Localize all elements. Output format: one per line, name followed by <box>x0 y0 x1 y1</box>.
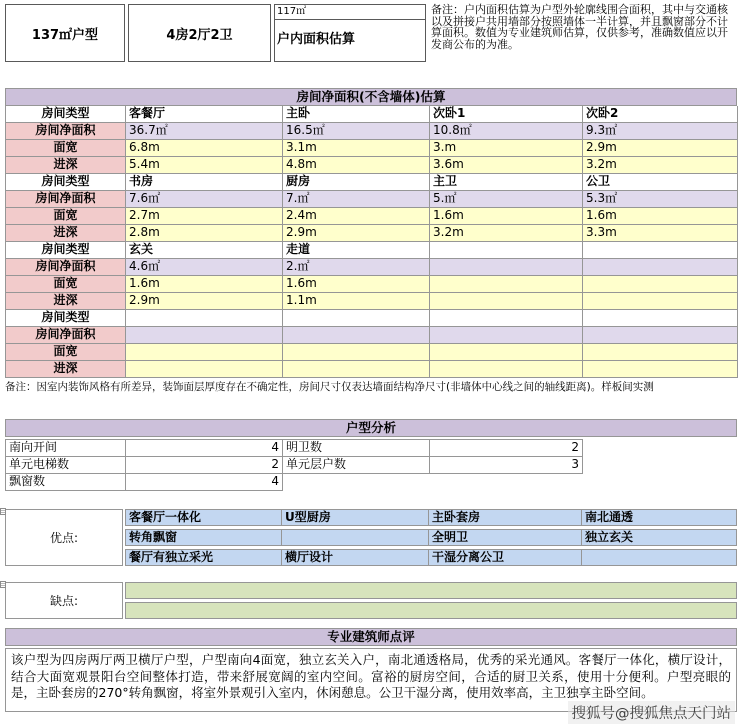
area-estimate-cell <box>274 4 426 62</box>
depth-cell: 3.6m <box>430 157 583 174</box>
room-type-cell: 主卫 <box>430 174 583 191</box>
header-note: 备注：户内面积估算为户型外轮廓线围合面积，其中与交通核以及拼接户共用墙部分按照墙体一半计算，并且飘窗部分不计算面积。数值为专业建筑师估算，仅供参考，准确数值应以开发商公布的为准。 <box>431 3 728 51</box>
room-type-cell: 厨房 <box>283 174 430 191</box>
room-type-cell <box>430 242 583 259</box>
width-cell: 3.m <box>430 140 583 157</box>
depth-cell <box>283 361 430 378</box>
table-row <box>6 344 737 361</box>
table-row <box>6 310 737 327</box>
area-cell: 16.5㎡ <box>283 123 430 140</box>
analysis-title: 户型分析 <box>5 419 737 437</box>
width-cell: 2.9m <box>583 140 738 157</box>
depth-cell: 3.3m <box>583 225 738 242</box>
row-label: 房间类型 <box>6 310 126 327</box>
depth-cell: 5.4m <box>126 157 283 174</box>
row-label: 面宽 <box>6 140 126 157</box>
width-cell <box>283 344 430 361</box>
pros-row <box>125 509 737 526</box>
analysis-value: 4 <box>126 474 283 491</box>
row-label: 面宽 <box>6 276 126 293</box>
pros-rows <box>125 509 737 566</box>
row-label: 房间类型 <box>6 106 126 123</box>
pros-label: 优点: <box>5 509 123 566</box>
pros-cell: 横厅设计 <box>282 549 429 566</box>
unit-layout-cell: 4房2厅2卫 <box>128 4 271 62</box>
area-cell <box>583 327 738 344</box>
width-cell: 2.7m <box>126 208 283 225</box>
analysis-label: 单元层户数 <box>283 457 430 474</box>
row-label: 进深 <box>6 293 126 310</box>
area-cell: 7.㎡ <box>283 191 430 208</box>
depth-cell: 4.8m <box>283 157 430 174</box>
width-cell <box>583 344 738 361</box>
room-type-cell: 次卧2 <box>583 106 738 123</box>
room-type-cell: 书房 <box>126 174 283 191</box>
table-row <box>6 191 737 208</box>
pros-cell: 主卧套房 <box>429 509 582 526</box>
table-row <box>6 327 737 344</box>
table-row <box>6 174 737 191</box>
area-cell <box>126 327 283 344</box>
watermark: 搜狐号@搜狐焦点天门站 <box>568 701 736 724</box>
area-cell <box>430 327 583 344</box>
table-row <box>6 157 737 174</box>
pros-cell <box>582 549 737 566</box>
pros-cell: 干湿分离公卫 <box>429 549 582 566</box>
analysis-value: 2 <box>430 440 583 457</box>
room-type-cell <box>583 310 738 327</box>
row-label: 面宽 <box>6 344 126 361</box>
area-cell: 7.6㎡ <box>126 191 283 208</box>
analysis-row <box>6 440 583 457</box>
pros-row <box>125 549 737 566</box>
room-type-cell <box>430 310 583 327</box>
room-type-cell: 玄关 <box>126 242 283 259</box>
depth-cell <box>126 361 283 378</box>
pros-row <box>125 529 737 546</box>
row-label: 进深 <box>6 361 126 378</box>
analysis-label: 明卫数 <box>283 440 430 457</box>
row-label: 房间净面积 <box>6 123 126 140</box>
width-cell: 2.4m <box>283 208 430 225</box>
pros-cell: 客餐厅一体化 <box>125 509 282 526</box>
review-text: 该户型为四房两厅两卫横厅户型，户型南向4面宽，独立玄关入户，南北通透格局，优秀的采光通风。客餐厅一体化，横厅设计，结合大面宽观景阳台空间整体打造，带来舒展宽阔的室内空间。富裕的厨房空间，合适的厨卫关系，使用十分便利。户型亮眼的是，主卧套房的270°转角飘窗，将室外景观引入室内，休闲憩息。公卫干湿分离，使用效率高，主卫独享主卧空间。 <box>5 648 737 712</box>
width-cell: 1.6m <box>583 208 738 225</box>
table-row <box>6 106 737 123</box>
depth-cell: 2.9m <box>126 293 283 310</box>
width-cell <box>126 344 283 361</box>
area-cell: 10.8㎡ <box>430 123 583 140</box>
room-type-cell: 次卧1 <box>430 106 583 123</box>
content <box>5 4 737 712</box>
table-row <box>6 140 737 157</box>
room-type-cell: 主卧 <box>283 106 430 123</box>
depth-cell: 2.9m <box>283 225 430 242</box>
width-cell: 1.6m <box>430 208 583 225</box>
table-row <box>6 123 737 140</box>
room-table <box>5 106 737 378</box>
outline-marker-icon <box>0 508 6 515</box>
area-cell <box>430 259 583 276</box>
pros-cell: 全明卫 <box>429 529 582 546</box>
area-cell: 5.㎡ <box>430 191 583 208</box>
depth-cell <box>430 361 583 378</box>
analysis-section <box>5 419 737 491</box>
area-cell <box>583 259 738 276</box>
analysis-label: 飘窗数 <box>6 474 126 491</box>
analysis-value: 3 <box>430 457 583 474</box>
row-label: 房间类型 <box>6 242 126 259</box>
width-cell: 1.6m <box>126 276 283 293</box>
table-row <box>6 259 737 276</box>
analysis-value: 2 <box>126 457 283 474</box>
room-table-section <box>5 88 737 395</box>
room-type-cell: 客餐厅 <box>126 106 283 123</box>
area-cell: 9.3㎡ <box>583 123 738 140</box>
area-cell: 5.3㎡ <box>583 191 738 208</box>
pros-cell <box>282 529 429 546</box>
table-row <box>6 293 737 310</box>
row-label: 房间净面积 <box>6 191 126 208</box>
row-label: 房间类型 <box>6 174 126 191</box>
width-cell: 3.1m <box>283 140 430 157</box>
room-table-title: 房间净面积(不含墙体)估算 <box>5 88 737 106</box>
analysis-label: 单元电梯数 <box>6 457 126 474</box>
width-cell <box>430 344 583 361</box>
depth-cell <box>583 361 738 378</box>
area-label: 户内面积估算 <box>277 32 356 47</box>
table-row <box>6 361 737 378</box>
pros-cell: 转角飘窗 <box>125 529 282 546</box>
area-cell: 2.㎡ <box>283 259 430 276</box>
depth-cell: 2.8m <box>126 225 283 242</box>
area-cell: 36.7㎡ <box>126 123 283 140</box>
table-row <box>6 276 737 293</box>
pros-cell: 餐厅有独立采光 <box>125 549 282 566</box>
review-title: 专业建筑师点评 <box>5 628 737 646</box>
table-footnote: 备注：因室内装饰风格有所差异，装饰面层厚度存在不确定性，房间尺寸仅表达墙面结构净尺寸(非墙体中心线之间的轴线距离)。样板间实测 <box>5 381 654 393</box>
depth-cell: 3.2m <box>583 157 738 174</box>
depth-cell <box>583 293 738 310</box>
width-cell <box>430 276 583 293</box>
cons-rows <box>125 582 737 619</box>
room-type-cell <box>283 310 430 327</box>
area-cell: 4.6㎡ <box>126 259 283 276</box>
row-label: 进深 <box>6 157 126 174</box>
row-label: 面宽 <box>6 208 126 225</box>
room-type-cell: 公卫 <box>583 174 738 191</box>
pros-cell: 独立玄关 <box>582 529 737 546</box>
room-type-cell: 走道 <box>283 242 430 259</box>
area-cell <box>283 327 430 344</box>
room-type-cell <box>126 310 283 327</box>
analysis-row <box>6 457 583 474</box>
pros-cell: U型厨房 <box>282 509 429 526</box>
cons-cell <box>125 582 737 599</box>
cons-cell <box>125 602 737 619</box>
table-row <box>6 208 737 225</box>
analysis-row <box>6 474 583 491</box>
row-label: 进深 <box>6 225 126 242</box>
table-row <box>6 242 737 259</box>
row-label: 房间净面积 <box>6 259 126 276</box>
room-type-cell <box>583 242 738 259</box>
row-label: 房间净面积 <box>6 327 126 344</box>
width-cell: 6.8m <box>126 140 283 157</box>
outline-marker-icon <box>0 581 6 588</box>
depth-cell: 1.1m <box>283 293 430 310</box>
unit-size-cell: 137㎡户型 <box>5 4 125 62</box>
width-cell: 1.6m <box>283 276 430 293</box>
review-section <box>5 628 737 712</box>
depth-cell <box>430 293 583 310</box>
analysis-table <box>5 439 583 491</box>
width-cell <box>583 276 738 293</box>
pros-cell: 南北通透 <box>582 509 737 526</box>
area-value: 117㎡ <box>275 5 425 20</box>
table-row <box>6 225 737 242</box>
analysis-value: 4 <box>126 440 283 457</box>
pros-section <box>5 509 737 566</box>
depth-cell: 3.2m <box>430 225 583 242</box>
cons-label: 缺点: <box>5 582 123 619</box>
header <box>5 4 737 62</box>
cons-section <box>5 582 737 619</box>
analysis-label: 南向开间 <box>6 440 126 457</box>
